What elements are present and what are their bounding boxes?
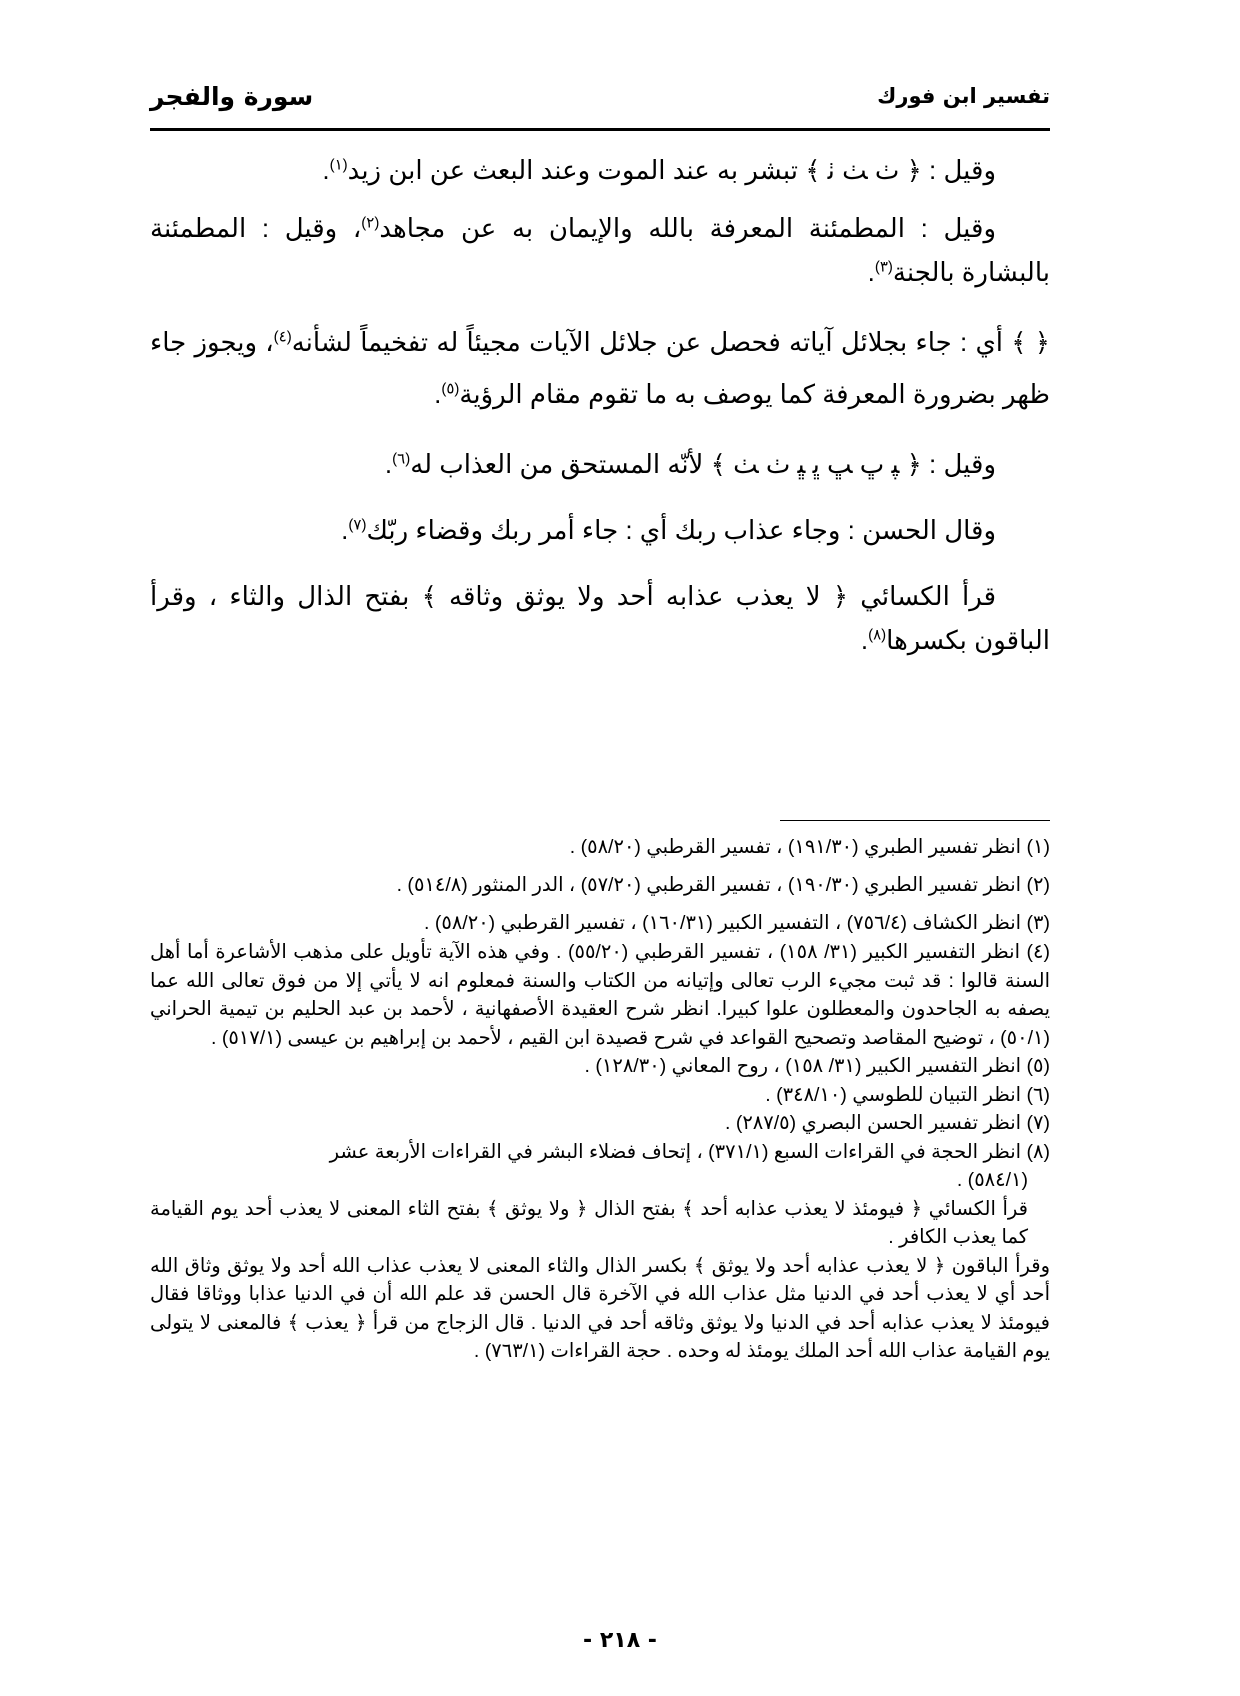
footnote-8-text-b: (٥٨٤/١) . [956,1169,1028,1191]
footnote-ref-6: (٦) [392,450,411,468]
paragraph-3 [150,316,1050,420]
footnote-ref-5: (٥) [441,380,460,398]
page-number: - ٢١٨ - [583,1628,657,1653]
footnote-ref-3: (٣) [874,258,893,276]
paragraph-3-text-a: ﴿ ﴾ أي : جاء بجلائل آياته فحصل عن جلائل الآيات مجيئاً له تفخيماً لشأنه [291,327,1050,357]
footnote-ref-1: (١) [329,156,348,174]
footnote-6: (٦) انظر التبيان للطوسي (٣٤٨/١٠) . [765,1083,1050,1106]
paragraph-4-end: . [384,449,393,479]
footnote-8 [150,1138,1050,1195]
footnote-ref-2: (٢) [361,214,380,232]
paragraph-2-end: . [867,257,875,287]
paragraph-4 [150,442,1050,486]
footnote-ref-7: (٧) [348,516,367,534]
paragraph-6 [150,574,1050,662]
paragraph-6-end: . [860,625,869,655]
footnote-5: (٥) انظر التفسير الكبير (٣١/ ١٥٨) ، روح المعاني (١٢٨/٣٠) . [584,1055,1050,1077]
paragraph-2-text-b: ، وقيل : المطمئنة بالبشارة بالجنة [150,213,1050,287]
book-title: تفسير ابن فورك [877,84,1050,108]
paragraph-6-text: قرأ الكسائي ﴿ لا يعذب عذابه أحد ولا يوثق وثاقه ﴾ بفتح الذال والثاء ، وقرأ الباقون بكسرها [150,581,1050,655]
footnote-4: (٤) انظر التفسير الكبير (٣١/ ١٥٨) ، تفسير القرطبي (٥٥/٢٠) . وفي هذه الآية تأويل على مذهب الأشاعرة أما أهل السنة قالوا : قد ثبت مجيء الرب تعالى وإتيانه من الكتاب والسنة فمعلوم انه لا يأتي إلا من فوق تعالى الله عما يصفه به الجاحدون والمعطلون علوا كبيرا. انظر شرح العقيدة الأصفهانية ، لأحمد بن عبد الحليم بن تيمية الحراني (٥٠/١) ، توضيح المقاصد وتصحيح القواعد في شرح قصيدة ابن القيم ، لأحمد بن إبراهيم بن عيسى (٥١٧/١) . [150,941,1050,1049]
paragraph-2-text-a: وقيل : المطمئنة المعرفة بالله والإيمان به عن مجاهد [379,213,996,243]
main-text [150,148,1050,662]
footnote-ref-8: (٨) [868,626,887,644]
paragraph-3-end: . [434,379,442,409]
footnote-2: (٢) انظر تفسير الطبري (١٩٠/٣٠) ، تفسير القرطبي (٥٧/٢٠) ، الدر المنثور (٥١٤/٨) . [396,874,1050,896]
footnote-8-others-reading: وقرأ الباقون ﴿ لا يعذب عذابه أحد ولا يوثق ﴾ بكسر الذال والثاء المعنى لا يعذب عذاب الله أحد ولا يوثق وثاق الله أحد أي لا يعذب أحد في الدنيا مثل عذاب الله في الآخرة قال الحسن قد علم الله أن في الدنيا عذابا ووثاقا فقال فيومئذ لا يعذب عذابه أحد في الدنيا ولا يوثق وثاقه أحد في الدنيا . قال الزجاج من قرأ ﴿ يعذب ﴾ فالمعنى لا يتولى يوم القيامة عذاب الله أحد الملك يومئذ له وحده . حجة القراءات (٧٦٣/١) . [150,1254,1050,1362]
footnote-3: (٣) انظر الكشاف (٧٥٦/٤) ، التفسير الكبير (١٦٠/٣١) ، تفسير القرطبي (٥٨/٢٠) . [424,912,1050,934]
footnotes [150,832,1050,1366]
paragraph-5 [150,508,1050,552]
footnote-8-kisai-reading: قرأ الكسائي ﴿ فيومئذ لا يعذب عذابه أحد ﴾ بفتح الذال ﴿ ولا يوثق ﴾ بفتح الثاء المعنى لا يعذب أحد يوم القيامة كما يعذب الكافر . [150,1197,1028,1248]
paragraph-4-text: وقيل : ﴿ ﭙ ﭚ ﭛ ﭜ ﭝ ﭞ ﭟ ﴾ لأنّه المستحق من العذاب له [410,449,996,479]
paragraph-1-end: . [322,155,330,185]
paragraph-5-end: . [341,515,349,545]
surah-title: سورة والفجر [150,82,314,111]
footnote-separator [780,820,1050,821]
paragraph-2 [150,206,1050,294]
paragraph-1-text: وقيل : ﴿ ﭞ ﭟ ﭠ ﴾ تبشر به عند الموت وعند البعث عن ابن زيد [347,155,996,185]
header-rule [150,128,1050,131]
paragraph-5-text: وقال الحسن : وجاء عذاب ربك أي : جاء أمر ربك وقضاء ربّك [366,515,996,545]
footnote-1: (١) انظر تفسير الطبري (١٩١/٣٠) ، تفسير القرطبي (٥٨/٢٠) . [569,836,1050,858]
footnote-ref-4: (٤) [273,328,292,346]
footnote-8-text-a: (٨) انظر الحجة في القراءات السبع (٣٧١/١) ، إتحاف فضلاء البشر في القراءات الأربعة عشر [329,1140,1050,1163]
footnote-7: (٧) انظر تفسير الحسن البصري (٢٨٧/٥) . [724,1112,1050,1134]
paragraph-3-text-b: ، ويجوز جاء ظهر بضرورة المعرفة كما يوصف به ما تقوم مقام الرؤية [150,327,1050,409]
paragraph-1 [150,148,1050,192]
running-header [150,84,1050,124]
